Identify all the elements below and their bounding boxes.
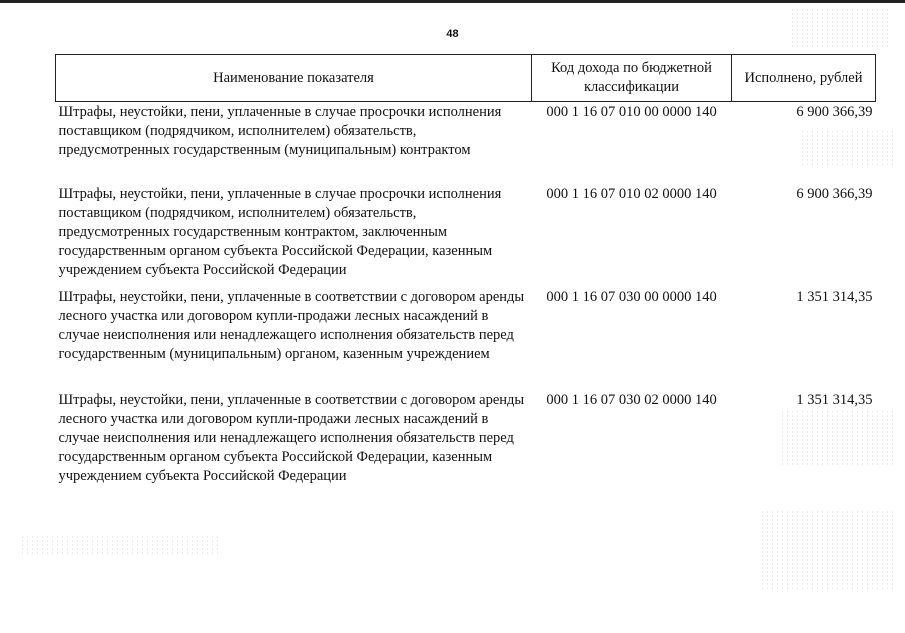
row-executed-amount: 6 900 366,39 <box>796 186 873 202</box>
scan-noise <box>20 535 220 555</box>
table-row <box>56 288 876 391</box>
revenue-table <box>55 54 876 486</box>
table-header-row <box>56 55 876 102</box>
scan-noise <box>780 410 895 465</box>
scan-noise <box>760 510 895 590</box>
row-indicator-name: Штрафы, неустойки, пени, уплаченные в случае просрочки исполнения поставщиком (подрядчиком, исполнителем) обязательств, предусмотренных государственным (муниципальным) контрактом <box>58 104 502 158</box>
table-row <box>56 102 876 186</box>
row-indicator-name: Штрафы, неустойки, пени, уплаченные в соответствии с договором аренды лесного участка или договором купли-продажи лесных насаждений в случае неисполнения или ненадлежащего исполнения обязательств перед государственным (муниципальным) органом, казенным учреждением <box>58 289 525 362</box>
row-revenue-code: 000 1 16 07 010 02 0000 140 <box>546 186 717 202</box>
row-revenue-code: 000 1 16 07 010 00 0000 140 <box>546 104 717 120</box>
scan-noise <box>800 130 895 165</box>
row-indicator-name: Штрафы, неустойки, пени, уплаченные в соответствии с договором аренды лесного участка или договором купли-продажи лесных насаждений в случае неисполнения или ненадлежащего исполнения обязательств перед государственным органом субъекта Российской Федерации, казенным учреждением субъекта Российской Федерации <box>58 392 525 484</box>
row-indicator-name: Штрафы, неустойки, пени, уплаченные в случае просрочки исполнения поставщиком (подрядчиком, исполнителем) обязательств, предусмотренных государственным контрактом, заключенным государственным органом субъекта Российской Федерации, казенным учреждением субъекта Российской Федерации <box>58 186 502 278</box>
row-executed-amount: 6 900 366,39 <box>796 104 873 120</box>
scan-noise <box>790 8 890 48</box>
row-revenue-code: 000 1 16 07 030 02 0000 140 <box>546 392 717 408</box>
row-executed-amount: 1 351 314,35 <box>796 289 873 305</box>
page-number: 48 <box>446 28 459 40</box>
header-indicator-name: Наименование показателя <box>56 55 532 102</box>
header-revenue-code: Код дохода по бюджетной классификации <box>532 55 732 102</box>
table-row <box>56 391 876 486</box>
top-border-line <box>0 0 905 3</box>
header-executed-amount: Исполнено, рублей <box>732 55 876 102</box>
row-revenue-code: 000 1 16 07 030 00 0000 140 <box>546 289 717 305</box>
table-row <box>56 185 876 288</box>
row-executed-amount: 1 351 314,35 <box>796 392 873 408</box>
